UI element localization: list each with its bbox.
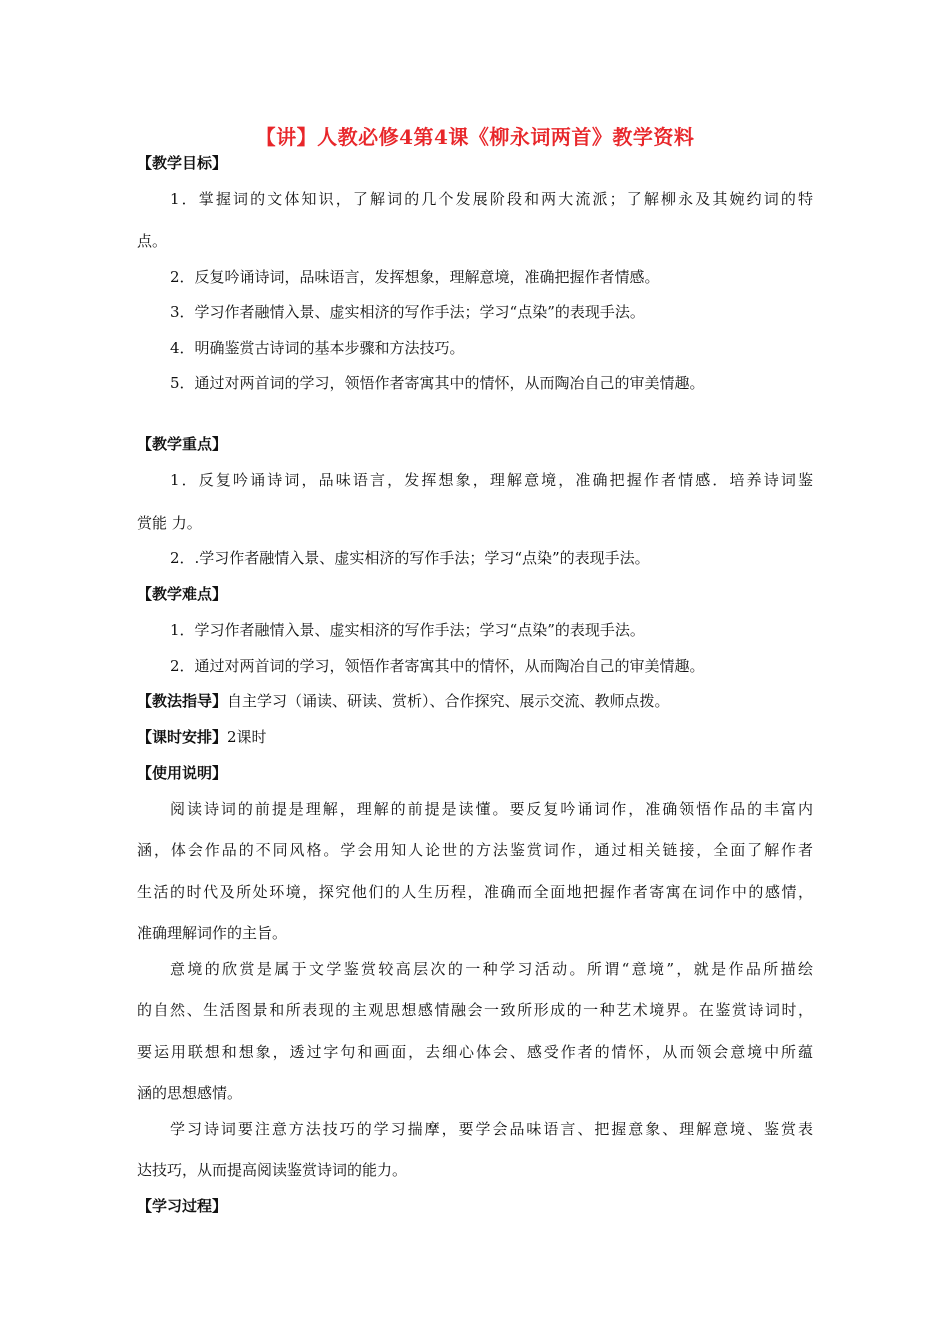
key-point-item-2: 2．.学习作者融情入景、虚实相济的写作手法；学习“点染”的表现手法。 (170, 549, 650, 567)
usage-p1-line-3: 生活的时代及所处环境，探究他们的人生历程，准确而全面地把握作者寄寓在词作中的感情， (137, 883, 813, 901)
page-title: 【讲】人教必修4第4课《柳永词两首》教学资料 (255, 125, 695, 149)
usage-heading: 【使用说明】 (137, 764, 228, 782)
process-heading: 【学习过程】 (137, 1197, 228, 1215)
key-point-item-1: 1．反复吟诵诗词，品味语言，发挥想象，理解意境，准确把握作者情感．培养诗词鉴 (170, 471, 813, 489)
method-text: 自主学习（诵读、研读、赏析）、合作探究、展示交流、教师点拨。 (227, 692, 670, 710)
schedule-heading: 【课时安排】 (137, 728, 228, 746)
objective-item-3: 3．学习作者融情入景、虚实相济的写作手法；学习“点染”的表现手法。 (170, 303, 645, 321)
objective-item-1: 1．掌握词的文体知识，了解词的几个发展阶段和两大流派；了解柳永及其婉约词的特 (170, 190, 813, 208)
objective-item-2: 2．反复吟诵诗词，品味语言，发挥想象，理解意境，准确把握作者情感。 (170, 268, 660, 286)
schedule-text: 2课时 (227, 728, 267, 746)
usage-p2-line-4: 涵的思想感情。 (137, 1084, 243, 1102)
usage-p1-line-1: 阅读诗词的前提是理解，理解的前提是读懂。要反复吟诵词作，准确领悟作品的丰富内 (170, 800, 813, 818)
objective-item-5: 5．通过对两首词的学习，领悟作者寄寓其中的情怀，从而陶冶自己的审美情趣。 (170, 374, 705, 392)
usage-p2-line-3: 要运用联想和想象，透过字句和画面，去细心体会、感受作者的情怀，从而领会意境中所蕴 (137, 1043, 813, 1061)
difficulty-item-2: 2．通过对两首词的学习，领悟作者寄寓其中的情怀，从而陶冶自己的审美情趣。 (170, 657, 705, 675)
objective-item-4: 4．明确鉴赏古诗词的基本步骤和方法技巧。 (170, 339, 465, 357)
key-points-heading: 【教学重点】 (137, 435, 228, 453)
usage-p1-line-4: 准确理解词作的主旨。 (137, 924, 288, 942)
difficulties-heading: 【教学难点】 (137, 585, 228, 603)
difficulty-item-1: 1．学习作者融情入景、虚实相济的写作手法；学习“点染”的表现手法。 (170, 621, 645, 639)
method-row (137, 690, 670, 711)
usage-p2-line-2: 的自然、生活图景和所表现的主观思想感情融会一致所形成的一种艺术境界。在鉴赏诗词时， (137, 1001, 813, 1019)
schedule-row (137, 726, 267, 747)
usage-p3-line-1: 学习诗词要注意方法技巧的学习揣摩，要学会品味语言、把握意象、理解意境、鉴赏表 (170, 1120, 813, 1138)
method-heading: 【教法指导】 (137, 692, 228, 710)
usage-p1-line-2: 涵，体会作品的不同风格。学会用知人论世的方法鉴赏词作，通过相关链接，全面了解作者 (137, 841, 813, 859)
objectives-heading: 【教学目标】 (137, 154, 228, 172)
usage-p2-line-1: 意境的欣赏是属于文学鉴赏较高层次的一种学习活动。所谓“意境”，就是作品所描绘 (170, 960, 813, 978)
objective-item-1-cont: 点。 (137, 232, 168, 250)
key-point-item-1-cont: 赏能 力。 (137, 514, 202, 532)
usage-p3-line-2: 达技巧，从而提高阅读鉴赏诗词的能力。 (137, 1161, 408, 1179)
